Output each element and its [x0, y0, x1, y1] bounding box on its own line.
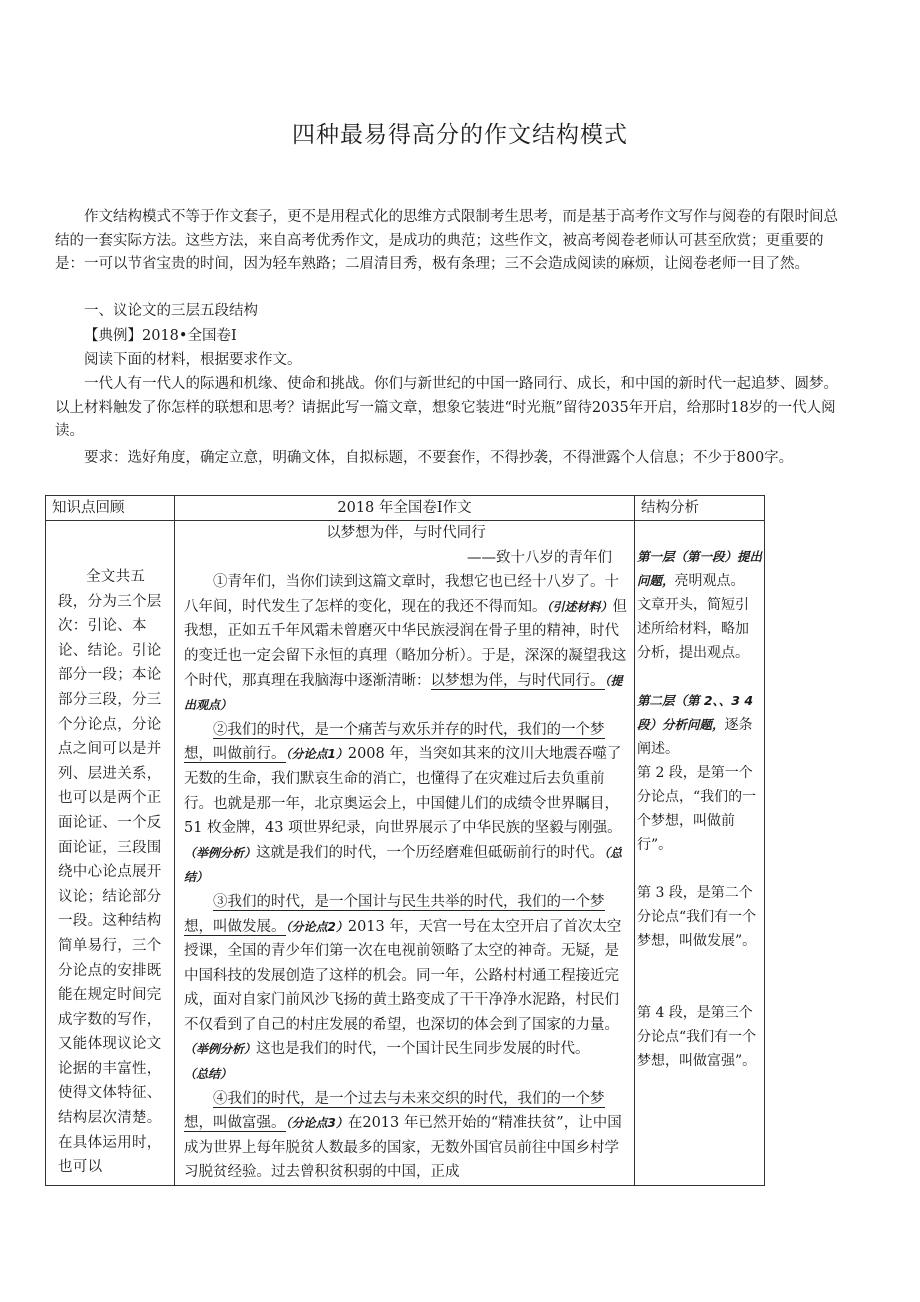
header-essay: 2018 年全国卷Ⅰ作文: [175, 496, 635, 521]
p1-note-quote: （引述材料）: [546, 599, 613, 614]
requirement-paragraph: 要求：选好角度，确定立意，明确文体，自拟标题，不要套作，不得抄袭，不得泄露个人信息；不少于800字。: [84, 450, 794, 466]
p3-point: ③我们的时代，是一个国计与民生共举的时代，我们的一个梦想，叫做发展。: [184, 893, 605, 935]
layer1-desc: 文章开头，简短引述所给材料，略加分析，提出观点。: [637, 597, 749, 661]
essay-paragraph-3: [184, 890, 628, 1087]
material-paragraph: 一代人有一代人的际遇和机缘、使命和挑战。你们与新世纪的中国一路同行、成长，和中国的新时代一起追梦、圆梦。以上材料触发了你怎样的联想和思考？请据此写一篇文章，想象它装进“时光瓶”留待2035年开启，给那时18岁的一代人阅读。: [55, 376, 838, 439]
essay-title: 以梦想为伴，与时代同行: [326, 525, 486, 541]
para2-analysis: 第 2 段，是第一个分论点，“我们的一个梦想，叫做前行”。: [637, 765, 757, 853]
layer1-head: 第一层（第一段）提出问题，: [637, 549, 763, 588]
layer1-label: [637, 545, 762, 593]
p1-text-a: ①青年们，当你们读到这篇文章时，我想它也已经十八岁了。十八年间，时代发生了怎样的变化，现在的我还不得而知。: [184, 574, 619, 615]
essay-cell: [175, 521, 635, 1186]
p4-note-point: （分论点3）: [285, 1116, 348, 1131]
p2-end: 这就是我们的时代，一个历经磨难但砥砺前行的时代。: [256, 844, 605, 861]
p3-end: 这也是我们的时代，一个国计民生同步发展的时代。: [256, 1041, 590, 1058]
p2-body: 2008 年，当突如其来的汶川大地震吞噬了无数的生命，我们默哀生命的消亡，也懂得了在灾难过后去负重前行。也就是那一年，北京奥运会上，中国健儿们的成绩令世界瞩目，51 枚金牌，43 项世界纪录，向世界展示了中华民族的坚毅与刚强。: [184, 746, 622, 837]
essay-paragraph-2: [184, 718, 628, 890]
p1-note-thesis: （提出观点）: [184, 673, 623, 713]
p2-note-point: （分论点1）: [285, 747, 348, 762]
knowledge-text: 全文共五段，分为三个层次：引论、本论、结论。引论部分一段；本论部分三段，分三个分论点，分论点之间可以是并列、层进关系，也可以是两个正面论证、一个反面论证，三段围绕中心论点展开议论；结论部分一段。这种结构简单易行，三个分论点的安排既能在规定时间完成字数的写作，又能体现议论文论据的丰富性，使得文体特征、结构层次清楚。在具体运用时，也可以: [58, 569, 162, 1176]
p3-note-example: （举例分析）: [184, 1042, 257, 1057]
table-body-row: [46, 521, 765, 1186]
page-title: 四种最易得高分的作文结构模式: [292, 122, 628, 148]
p3-body: 2013 年，天宫一号在太空开启了首次太空授课，全国的青少年们第一次在电视前领略了太空的神奇。无疑，是中国科技的发展创造了这样的机会。同一年，公路村村通工程接近完成，面对自家门前风沙飞扬的黄土路变成了干干净净水泥路，村民们不仅看到了自己的村庄发展的希望，也深切的体会到了国家的力量。: [184, 918, 622, 1033]
essay-subtitle: ——致十八岁的青年们: [467, 549, 612, 566]
essay-paragraph-1: [184, 570, 628, 718]
layer2-head: 第二层（第 2、、3 4 段）分析问题，: [637, 693, 754, 732]
header-structure: 结构分析: [635, 496, 765, 521]
p3-note-point: （分论点2）: [285, 919, 348, 934]
header-knowledge: 知识点回顾: [46, 496, 175, 521]
p3-note-summary: （总结）: [184, 1067, 233, 1082]
analysis-table: [45, 495, 765, 1186]
essay-paragraph-4: [184, 1087, 628, 1185]
layer1-text: 亮明观点。: [674, 573, 745, 589]
p4-point: ④我们的时代，是一个过去与未来交织的时代，我们的一个梦想，叫做富强。: [184, 1090, 605, 1132]
para3-analysis: 第 3 段，是第二个分论点“我们有一个梦想，叫做发展”。: [637, 885, 757, 949]
p1-thesis: 以梦想为伴，与时代同行。: [430, 672, 605, 689]
intro-paragraph: 作文结构模式不等于作文套子，更不是用程式化的思维方式限制考生思考，而是基于高考作文写作与阅卷的有限时间总结的一套实际方法。这些方法，来自高考优秀作文，是成功的典范；这些作文，被高考阅卷老师认可甚至欣赏；更重要的是：一可以节省宝贵的时间，因为轻车熟路；二眉清目秀，极有条理；三不会造成阅读的麻烦，让阅卷老师一目了然。: [55, 209, 838, 272]
example-label: 【典例】2018•全国卷Ⅰ: [84, 328, 237, 344]
p4-body: 在2013 年已然开始的“精准扶贫”，让中国成为世界上每年脱贫人数最多的国家，无数外国官员前往中国乡村学习脱贫经验。过去曾积贫积弱的中国，正成: [184, 1115, 622, 1181]
structure-cell: [635, 521, 765, 1186]
table-header-row: [46, 496, 765, 521]
layer2-label: [637, 689, 762, 761]
para4-analysis: 第 4 段，是第三个分论点“我们有一个梦想，叫做富强”。: [637, 1005, 757, 1069]
p2-note-example: （举例分析）: [184, 845, 257, 860]
knowledge-cell: [46, 521, 175, 1186]
p2-note-summary: （总结）: [184, 845, 623, 885]
instruction: 阅读下面的材料，根据要求作文。: [84, 352, 302, 368]
p1-text-b: 但我想，正如五千年风霜未曾磨灭中华民族浸润在骨子里的精神，时代的变迁也一定会留下永恒的真理（略加分析）。于是，深深的凝望我这个时代，那真理在我脑海中逐渐清晰：: [184, 598, 628, 689]
section-heading: 一、议论文的三层五段结构: [84, 303, 258, 319]
layer2-text: 逐条阐述。: [637, 717, 753, 757]
p2-point: ②我们的时代，是一个痛苦与欢乐并存的时代，我们的一个梦想，叫做前行。: [184, 721, 605, 763]
